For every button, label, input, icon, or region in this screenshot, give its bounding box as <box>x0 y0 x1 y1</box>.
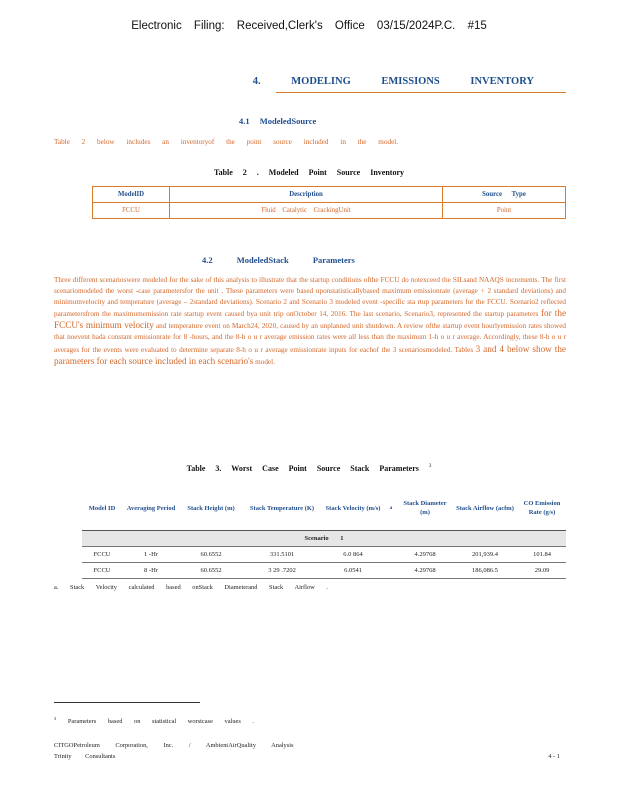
table-3-header: Model ID <box>82 486 122 531</box>
table-3-cell: 60.6552 <box>180 547 242 563</box>
table-3-scenario-label: Scenario 1 <box>82 531 566 547</box>
table-3-header: Stack Airflow (acfm) <box>452 486 518 531</box>
table-3-header: Stack Temperature (K) <box>242 486 322 531</box>
table-3-cell <box>384 547 398 563</box>
table-3-note: a. Stack Velocity calculated based onStack Diameterand Stack Airflow . <box>54 584 328 591</box>
table-3-cell: FCCU <box>82 547 122 563</box>
filing-header: Electronic Filing: Received,Clerk's Office 03/15/2024P.C. #15 <box>131 20 487 32</box>
paragraph-4-1: Table 2 below includes an inventoryof the point source included in the model. <box>54 138 399 146</box>
table-3-header: Stack Velocity (m/s) <box>322 486 384 531</box>
paragraph-4-2-text: Three different scenarioswere modeled for the sake of this analysis to illustrate that the startup conditions ofthe FCCU do notexceed the SILsand NAAQS increments. The first scenariomodeled the worst -case parametersfor the unit . These parameters were based uponstatisticallybased maximum emissionrate (average + 2 standard deviations) and minimumvelocity and temperature (average – 2standard deviations). Scenario 2 and Scenario 3 modeled event -specific sta rtup parameters for the FCCU. Scenario2 reflected parametersfrom the maximumemission rate startup event caused bya unit trip onOctober 14, 2016. The last scenario, Scenario3, represented the startup parameters <box>54 276 566 319</box>
table-3-cell: 8 -Hr <box>122 563 180 579</box>
table-3-cell: 4.29768 <box>398 563 452 579</box>
table-3-cell: 331.5101 <box>242 547 322 563</box>
table-2-cell: Fluid Catalytic CrackingUnit <box>170 203 443 219</box>
table-3-cell <box>384 563 398 579</box>
table-3-header: Averaging Period <box>122 486 180 531</box>
subsection-4-1-title: 4.1 ModeledSource <box>239 116 317 126</box>
table-row <box>82 563 566 579</box>
table-row <box>82 547 566 563</box>
paragraph-4-2-text: model. <box>255 357 275 366</box>
footnote-mark: 3 <box>54 716 57 721</box>
table-2-caption: Table 2 . Modeled Point Source Inventory <box>213 168 404 177</box>
table-2-cell: Point <box>443 203 566 219</box>
table-3-cell: 6.0 864 <box>322 547 384 563</box>
table-3 <box>82 486 566 579</box>
section-rule <box>276 92 566 93</box>
table-3-cell: 4.29768 <box>398 547 452 563</box>
table-2 <box>92 186 566 219</box>
table-3-header: Stack Height (m) <box>180 486 242 531</box>
table-3-cell: 201,939.4 <box>452 547 518 563</box>
table-3-caption-text: Table 3. Worst Case Point Source Stack Parameters <box>186 464 419 473</box>
table-2-cell: FCCU <box>93 203 170 219</box>
table-3-header-note-mark: a <box>384 486 398 531</box>
paragraph-4-2-text: and temperature event on March24, 2020, caused by an unplanned unit shutdown. A review ofthe startup event hourlyemission rates showed that noevent hada constant emissionrate for 8 -hours, and the 8-h o u r average emission rates were all less than the maximum 1-h o u r average. Accordingly, these 8-h o u r averages for the events were evaluated to determine separate 8-h o u r average emissionrate inputs for eachof the 3 scenariosmodeled. Tables <box>54 322 566 354</box>
table-3-cell: 186,086.5 <box>452 563 518 579</box>
paragraph-4-2-text: 3 and 4 below show the parameters for each source included in each scenario's <box>54 343 567 366</box>
table-3-caption-footnote-mark: 3 <box>428 464 432 470</box>
table-2-header-source-type: Source Type <box>443 187 566 203</box>
table-3-cell: 60.6552 <box>180 563 242 579</box>
table-2-header-description: Description <box>170 187 443 203</box>
table-3-header: Stack Diameter (m) <box>398 486 452 531</box>
table-3-cell: 101.84 <box>518 547 566 563</box>
footer-consultant: Trinity Consultants <box>54 753 116 760</box>
table-3-cell: 29.09 <box>518 563 566 579</box>
footnote-rule <box>54 702 200 703</box>
footer-company: CITGOPetroleum Corporation, Inc. / AmbientAirQuality Analysis <box>54 742 294 749</box>
section-title: 4. MODELING EMISSIONS INVENTORY <box>252 76 534 87</box>
footnote-text: Parameters based on statistical worstcase values . <box>67 718 255 726</box>
table-2-header-model-id: ModelID <box>93 187 170 203</box>
paragraph-4-2 <box>54 275 566 368</box>
table-3-cell: 3 29 .7202 <box>242 563 322 579</box>
footnote <box>54 716 254 725</box>
subsection-4-2-title: 4.2 ModeledStack Parameters <box>202 255 355 265</box>
table-3-cell: 6.0541 <box>322 563 384 579</box>
table-3-cell: FCCU <box>82 563 122 579</box>
page-number: 4 - 1 <box>548 753 560 760</box>
table-row <box>93 203 566 219</box>
paragraph-4-2-text: for the FCCU's minimum velocity <box>54 308 567 331</box>
table-3-caption <box>0 464 618 473</box>
table-3-header: CO Emission Rate (g/s) <box>518 486 566 531</box>
table-3-cell: 1 -Hr <box>122 547 180 563</box>
